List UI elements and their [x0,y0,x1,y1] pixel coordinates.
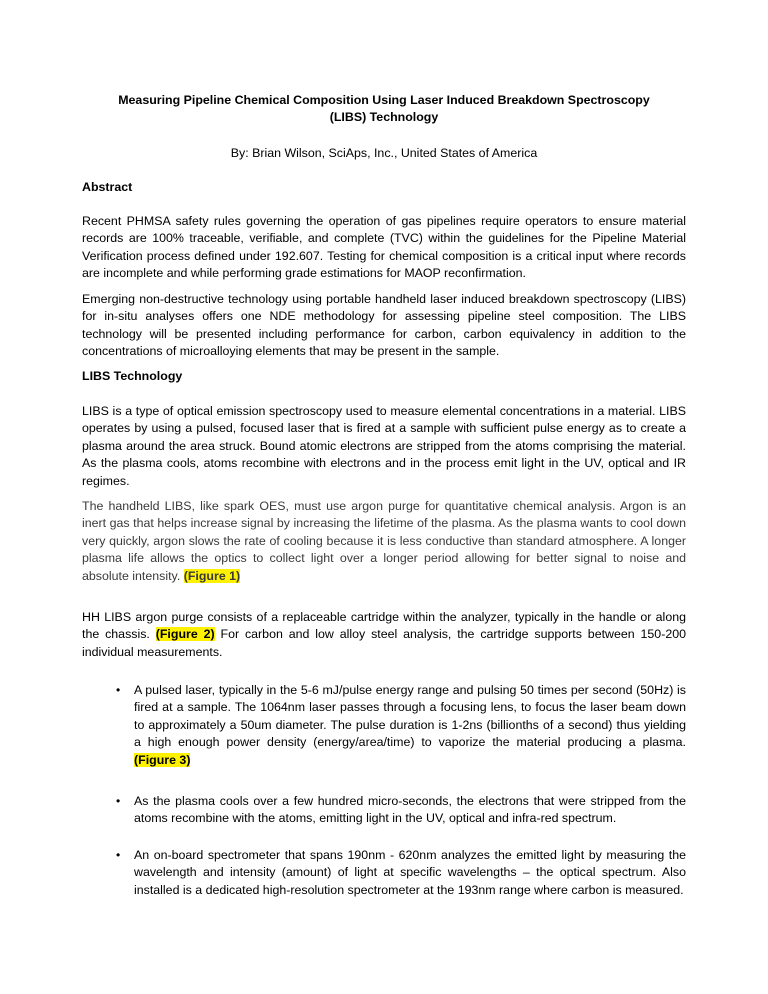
bullet-text-1-body: A pulsed laser, typically in the 5-6 mJ/pulse energy range and pulsing 50 times per second (50Hz) is fired at a sample. The 1064nm laser passes through a focusing lens, to focus the laser beam down to approximately a 50um diameter. The pulse duration is 1-2ns (billionths of a second) thus yielding a high enough power density (energy/area/time) to vaporize the material producing a plasma. [134,683,686,750]
bullet-text-1 [134,682,686,769]
libs-paragraph-2-text: The handheld LIBS, like spark OES, must use argon purge for quantitative chemical analysis. Argon is an inert gas that helps increase signal by increasing the lifetime of the plasma. As the plasma wants to cool down very quickly, argon slows the rate of cooling because it is less conductive than standard atmosphere. A longer plasma life allows the optics to collect light over a longer period allowing for better signal to noise and absolute intensity. [82,499,686,583]
bullet-icon: • [116,794,121,808]
bullet-text-3: An on-board spectrometer that spans 190nm - 620nm analyzes the emitted light by measuring the wavelength and intensity (amount) of light at specific wavelengths – the optical spectrum. Also installed is a dedicated high-resolution spectrometer at the 193nm range where carbon is measured. [134,848,686,897]
abstract-paragraph-2: Emerging non-destructive technology using portable handheld laser induced breakdown spectroscopy (LIBS) for in-situ analyses offers one NDE methodology for assessing pipeline steel composition. The LIBS technology will be presented including performance for carbon, carbon equivalency in addition to the concentrations of microalloying elements that may be present in the sample. [82,292,686,359]
figure-1-reference: (Figure 1) [183,568,241,583]
figure-3-reference: (Figure 3) [134,752,191,767]
libs-paragraph-3 [82,609,686,661]
bullet-text-2: As the plasma cools over a few hundred micro-seconds, the electrons that were stripped from the atoms recombine with the atoms, emitting light in the UV, optical and infra-red spectrum. [134,794,686,826]
bullet-icon: • [116,683,121,697]
bullet-icon: • [116,848,121,862]
libs-paragraph-3-text-b: For carbon and low alloy steel analysis, the cartridge supports between 150-200 individual measurements. [82,627,686,659]
author-byline: By: Brian Wilson, SciAps, Inc., United States of America [230,146,538,160]
abstract-paragraph-1: Recent PHMSA safety rules governing the operation of gas pipelines require operators to ensure material records are 100% traceable, verifiable, and complete (TVC) within the guidelines for the Pipeline Material Verification process defined under 192.607. Testing for chemical composition is a critical input where records are incomplete and while performing grade estimations for MAOP reconfirmation. [82,214,686,281]
libs-technology-heading: LIBS Technology [82,369,183,383]
libs-paragraph-1: LIBS is a type of optical emission spectroscopy used to measure elemental concentrations in a material. LIBS operates by using a pulsed, focused laser that is fired at a sample with sufficient pulse energy as to create a plasma around the area struck. Bound atomic electrons are stripped from the atoms comprising the material. As the plasma cools, atoms recombine with electrons and in the process emit light in the UV, optical and IR regimes. [82,404,686,488]
abstract-heading: Abstract [82,180,133,194]
libs-paragraph-3-text-a: HH LIBS argon purge consists of a replaceable cartridge within the analyzer, typically in the handle or along the chassis. [82,610,686,642]
libs-paragraph-2 [82,498,686,585]
figure-2-reference: (Figure 2) [155,627,215,642]
document-title: Measuring Pipeline Chemical Composition Using Laser Induced Breakdown Spectroscopy (LIBS) Technology [118,93,650,125]
